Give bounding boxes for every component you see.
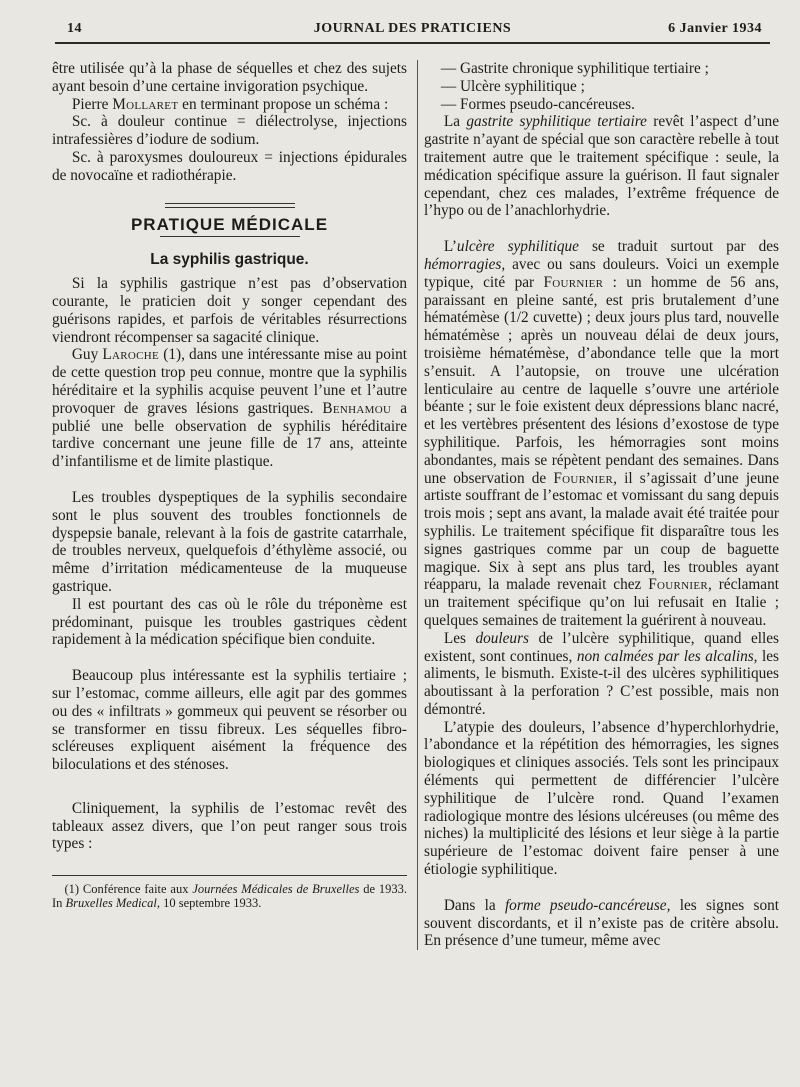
italic-run: douleurs xyxy=(475,629,529,647)
paragraph xyxy=(52,96,407,114)
section-separator xyxy=(165,203,295,208)
text-run: avec ou sans douleurs. Voici un exemple typique, cité par xyxy=(424,255,779,291)
paragraph xyxy=(52,346,407,471)
text-run: de 1933. In xyxy=(52,882,407,911)
author-name: Fournier xyxy=(553,469,614,487)
text-run: revêt l’aspect d’une gastrite n’ayant de spécial que son caractère rebelle à tout traitement autre que le traitement spécifique : seule, la médication spécifique assure la guérison. Il faut signaler cependant, chez ces malades, l’extrême fréquence de l’hypo ou de l’anachlorhydrie. xyxy=(424,113,779,220)
text-run: a publié une belle observation de syphilis héréditaire tardive concernant une jeune fille de 17 ans, atteinte d’infantilisme et de limite plastique. xyxy=(52,399,407,471)
article-title: La syphilis gastrique. xyxy=(150,251,309,269)
italic-run: Bruxelles Medical, xyxy=(65,896,160,911)
paragraph xyxy=(424,897,779,950)
list-item: — Gastrite chronique syphilitique tertiaire ; xyxy=(440,60,709,77)
text-run: (1), dans une intéressante mise au point de cette question trop peu connue, montre que la syphilis héréditaire et la syphilis acquise peuvent l’une et l’autre provoquer de graves lésions gastriques. xyxy=(52,346,407,417)
paragraph: Beaucoup plus intéressante est la syphilis tertiaire ; sur l’estomac, comme ailleurs, elle agit par des gommes ou des « infiltrats » gommeux qui peuvent se résorber ou se transformer en tissu fibreux. Les séquelles fibro-scléreuses expliquent aisément la fréquence des biloculations et des sténoses. xyxy=(52,667,407,774)
author-name: Benhamou xyxy=(322,399,392,417)
list-item: — Formes pseudo-cancéreuses. xyxy=(440,95,635,113)
footnote xyxy=(52,882,407,910)
list-item: — Ulcère syphilitique ; xyxy=(440,77,585,95)
paragraph: Les troubles dyspeptiques de la syphilis secondaire sont le plus souvent des troubles fonctionnels de dyspepsie banale, relevant à la fois de gastrite catarrhale, de troubles nerveux, quelquefois d’éthylème associé, ou même d’irritation médicamenteuse de la muqueuse gastrique. xyxy=(52,488,407,595)
journal-title: JOURNAL DES PRATICIENS xyxy=(313,21,512,36)
author-name: Mollaret xyxy=(112,95,179,113)
issue-date: 6 Janvier 1934 xyxy=(668,21,762,36)
italic-run: forme pseudo-cancéreuse, xyxy=(504,896,671,914)
text-run: Guy xyxy=(71,346,103,364)
author-name: Fournier xyxy=(543,273,604,291)
paragraph: Cliniquement, la syphilis de l’estomac revêt des tableaux assez divers, que l’on peut ranger sous trois types : xyxy=(52,799,407,853)
paragraph: Si la syphilis gastrique n’est pas d’observation courante, le praticien doit y songer cependant des guérisons rapides, et parfois de véritables résurrections viendront récompenser sa sagacité clinique. xyxy=(52,275,407,346)
text-run: en terminant propose un schéma : xyxy=(178,95,389,113)
text-run: les aliments, le bismuth. Existe-t-il des ulcères syphilitiques aboutissant à la perforation ? C’est possible, mais non démontré. xyxy=(424,647,779,718)
text-run: les signes sont souvent discordants, et il n’existe pas de critère absolu. En présence d’une tumeur, même avec xyxy=(424,896,779,950)
page-number: 14 xyxy=(67,21,82,36)
text-run: , réclamant un traitement spécifique qu’on lui refusait en Italie ; quelques semaines de traitement la guérirent à nouveau. xyxy=(424,576,779,629)
text-run: de l’ulcère syphilitique, quand elles existent, sont continues, xyxy=(424,629,779,665)
title-underline xyxy=(160,236,300,237)
text-run: L’ xyxy=(443,238,457,256)
author-name: Laroche xyxy=(102,346,160,364)
text-run: , il s’agissait d’une jeune artiste souffrant de l’estomac et vomissant du sang depuis trois mois ; sept ans avant, la malade avait été traitée pour syphilis. Le traitement spécifique fit disparaître tous les signes gastriques comme par un coup de baguette magique. Six à sept ans plus tard, les troubles ayant réapparu, la malade revenait chez xyxy=(424,469,779,594)
running-header xyxy=(55,18,770,44)
paragraph xyxy=(424,630,779,719)
italic-run: Journées Médicales de Bruxelles xyxy=(192,882,360,897)
right-column xyxy=(424,60,779,950)
text-run: La xyxy=(443,113,467,131)
text-run: Dans la xyxy=(443,896,505,914)
text-run: se traduit surtout par des xyxy=(578,238,779,256)
paragraph xyxy=(424,238,779,630)
text-run: 10 septembre 1933. xyxy=(159,896,262,911)
italic-run: gastrite syphilitique tertiaire xyxy=(466,113,647,131)
paragraph: L’atypie des douleurs, l’absence d’hyperchlorhydrie, l’abondance et la répétition des hémorragies, les signes biologiques et cliniques associés. Tels sont les principaux éléments qui permettent de différencier l’ulcère syphilitique de l’ulcère rond. Quand l’examen radiologique montre des lésions ulcéreuses (ou même des niches) la multiplicité des lésions et leur siège à la partie supérieure de l’estomac doivent faire penser à une étiologie syphilitique. xyxy=(424,718,779,879)
section-title: PRATIQUE MÉDICALE xyxy=(130,214,329,234)
column-divider xyxy=(417,60,418,950)
paragraph: Il est pourtant des cas où le rôle du tréponème est prédominant, puisque les troubles gastriques cèdent rapidement à la médication spécifique bien conduite. xyxy=(52,595,407,649)
footnote-rule xyxy=(52,875,407,876)
paragraph: être utilisée qu’à la phase de séquelles et chez des sujets ayant besoin d’une certaine invigoration psychique. xyxy=(52,60,407,95)
text-run: Les xyxy=(443,629,476,647)
left-column xyxy=(52,60,407,910)
author-name: Fournier xyxy=(648,576,708,594)
paragraph xyxy=(424,113,779,220)
paragraph: Sc. à douleur continue = diélectrolyse, injections intrafessières d’iodure de sodium. xyxy=(52,113,407,149)
text-run: : un homme de 56 ans, paraissant en pleine santé, est pris brutalement d’une hématémèse (1/2 cuvette) ; deux jours plus tard, nouvelle hématémèse ; après un nouveau délai de deux jours, troisième hématémèse, d’abondance telle que la mort s’ensuit. A l’autopsie, on trouve une ulcération lenticulaire au centre de laquelle s’ouvre une artériole béante ; sur le foie existent deux dépressions blanc nacré, et les vertèbres présentent des lésions d’exostose de type syphilitique. Parfois, les hémorragies sont moins abondantes, mais se répètent pendant des semaines. Dans une observation de xyxy=(424,273,779,487)
italic-run: hémorragies, xyxy=(424,255,506,273)
text-run: (1) Conférence faite aux xyxy=(64,882,193,897)
italic-run: non calmées par les alcalins, xyxy=(576,647,758,665)
italic-run: ulcère syphilitique xyxy=(456,238,579,256)
paragraph: Sc. à paroxysmes douloureux = injections épidurales de novocaïne et radiothérapie. xyxy=(52,148,407,184)
text-run: Pierre xyxy=(71,95,113,113)
